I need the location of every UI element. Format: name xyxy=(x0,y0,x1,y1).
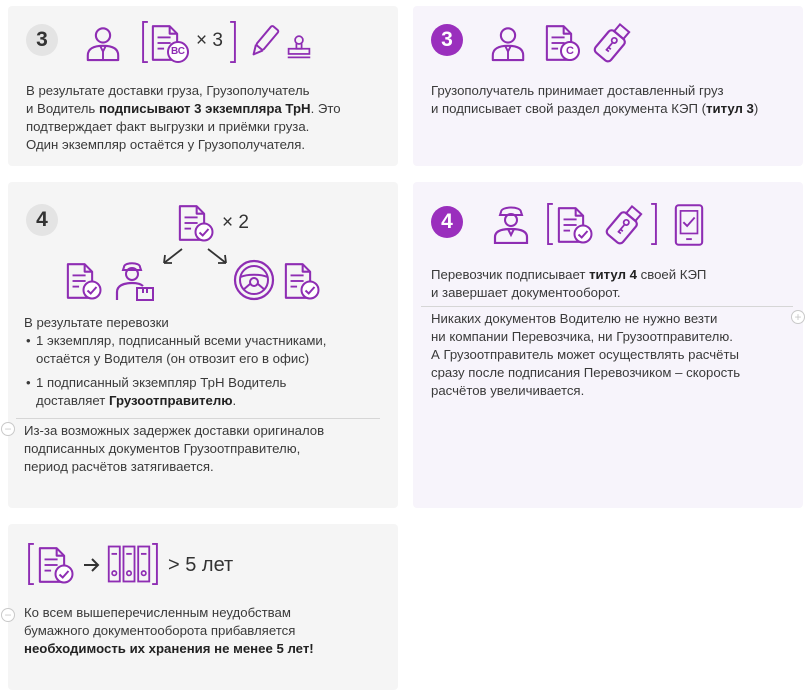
bracket-left-icon xyxy=(140,20,150,64)
check-icon xyxy=(573,224,593,244)
list-item: • 1 экземпляр, подписанный всеми участниками, остаётся у Водителя (он отвозит его в офис) xyxy=(36,332,384,368)
person-icon xyxy=(489,24,527,62)
arrow-left-down-icon xyxy=(158,246,186,268)
plus-icon: + xyxy=(791,310,805,324)
card-carrier-signs-edo xyxy=(413,182,803,508)
check-icon xyxy=(300,280,320,300)
advantage-text: Никаких документов Водителю не нужно везти ни компании Перевозчика, ни Грузоотправителю. А Грузоотправитель может осуществлять расчёты сразу после подписания Перевозчиком – скорость расчётов увеличивается. xyxy=(431,311,741,398)
multiplier-label: × 3 xyxy=(196,30,223,51)
arrow-right-icon xyxy=(82,556,102,574)
signature-letter: С xyxy=(566,45,574,57)
bracket-left-icon xyxy=(545,202,555,246)
step-badge: 3 xyxy=(26,24,58,56)
divider xyxy=(421,306,793,307)
card-paper-delivery xyxy=(4,182,398,508)
card-text: Грузополучатель принимает доставленный груз и подписывает свой раздел документа КЭП (титул 3) xyxy=(431,83,759,116)
usb-key-icon xyxy=(591,20,635,64)
driver-with-box-icon xyxy=(112,258,156,302)
card-storage xyxy=(4,524,398,690)
minus-icon: − xyxy=(1,608,15,622)
pen-icon xyxy=(246,22,282,62)
bracket-left-icon xyxy=(26,542,36,586)
bracket-right-icon xyxy=(228,20,238,64)
person-icon xyxy=(84,24,122,62)
card-text: Перевозчик подписывает титул 4 своей КЭП и завершает документооборот. xyxy=(431,267,707,300)
bracket-right-icon xyxy=(649,202,659,246)
card-receiver-signs-edo xyxy=(413,6,803,166)
storage-years-label: > 5 лет xyxy=(168,554,234,576)
bracket-right-icon xyxy=(150,542,160,586)
bullet-list xyxy=(24,332,384,410)
card-text: В результате перевозки • 1 экземпляр, подписанный всеми участниками, остаётся у Водителя (он отвозит его в офис) • 1 подписанный экземпляр ТрН Водитель доставляет Грузоотправителю. xyxy=(24,314,384,416)
arrow-right-down-icon xyxy=(204,246,232,268)
usb-key-icon xyxy=(603,202,647,246)
divider xyxy=(16,418,380,419)
disadvantage-text: Из-за возможных задержек доставки оригиналов подписанных документов Грузоотправителю, период расчётов затягивается. xyxy=(24,423,325,474)
check-icon xyxy=(54,564,74,584)
step-badge: 3 xyxy=(431,24,463,56)
list-item: • 1 подписанный экземпляр ТрН Водитель доставляет Грузоотправителю. xyxy=(36,374,384,410)
step-badge: 4 xyxy=(431,206,463,238)
step-badge: 4 xyxy=(26,204,58,236)
steering-wheel-icon xyxy=(232,258,276,302)
binders-icon xyxy=(106,544,152,584)
tablet-icon xyxy=(673,202,705,248)
stamp-letters: ВС xyxy=(170,46,186,57)
multiplier-label: × 2 xyxy=(222,212,249,233)
check-icon xyxy=(82,280,102,300)
stamp-icon xyxy=(286,34,312,60)
card-receiver-signs-paper xyxy=(8,6,398,166)
carrier-person-icon xyxy=(491,204,531,244)
minus-icon: − xyxy=(1,422,15,436)
check-icon xyxy=(194,222,214,242)
card-text: Ко всем вышеперечисленным неудобствам бумажного документооборота прибавляется необходимость их хранения не менее 5 лет! xyxy=(24,605,314,656)
card-text: В результате доставки груза, Грузополучатель и Водитель подписывают 3 экземпляра ТрН. Это подтверждает факт выгрузки и приёмки груза. Один экземпляр остаётся у Грузополучателя. xyxy=(26,83,341,152)
